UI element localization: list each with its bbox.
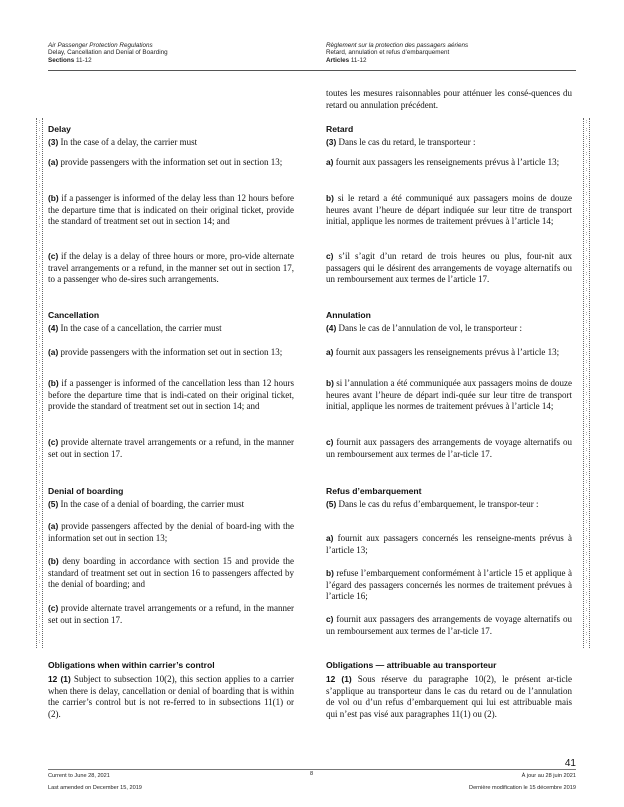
margin-dot: : (585, 327, 588, 333)
margin-dot: : (38, 487, 41, 493)
margin-dot: : (585, 351, 588, 357)
margin-dot: : (585, 135, 588, 141)
margin-dot: : (38, 303, 41, 309)
margin-dot: : (585, 423, 588, 429)
fr-cancellation-c: c) fournit aux passagers des arrangements de voyage alternatifs ou un remboursement aux termes de l’ar-ticle 17. (326, 437, 573, 459)
margin-dot: : (585, 383, 588, 389)
margin-dot: : (38, 447, 41, 453)
fr-cancellation-intro: (4) Dans le cas de l’annulation de vol, le transporteur : (326, 323, 522, 333)
margin-dot: : (585, 247, 588, 253)
margin-dot: : (585, 271, 588, 277)
fr-denial-b: b) refuse l’embarquement conformément à l’article 15 et applique à l’égard des passagers concernés les normes de traitement prévues à l’article 16; (326, 568, 572, 602)
margin-dot: : (38, 399, 41, 405)
margin-dot: : (38, 127, 41, 133)
footer-amended-en: Last amended on December 15, 2019 (48, 785, 142, 791)
margin-dot: : (38, 431, 41, 437)
margin-dot: : (38, 567, 41, 573)
margin-dot: : (585, 159, 588, 165)
fr-cancellation-a: a) fournit aux passagers les renseignements prévus à l’article 13; (326, 347, 560, 357)
margin-dot: : (585, 455, 588, 461)
margin-dot: : (38, 375, 41, 381)
margin-dot: : (585, 407, 588, 413)
margin-dot: : (585, 575, 588, 581)
margin-dot: : (585, 463, 588, 469)
margin-dot: : (585, 287, 588, 293)
margin-dot: : (585, 207, 588, 213)
margin-dot: : (38, 159, 41, 165)
margin-dot: : (585, 607, 588, 613)
fr-denial-c: c) fournit aux passagers des arrangements de voyage alternatifs ou un remboursement aux termes de l’ar-ticle 17. (326, 614, 573, 636)
en-denial-a: (a) provide passengers affected by the denial of board-ing with the information set out in section 13; (48, 521, 295, 543)
margin-dot: : (38, 135, 41, 141)
fr-delay-heading: Retard (326, 124, 354, 134)
fr-delay-a: a) fournit aux passagers les renseignements prévus à l’article 13; (326, 157, 560, 167)
margin-marker-right (583, 118, 590, 648)
margin-dot: : (585, 631, 588, 637)
margin-dot: : (585, 167, 588, 173)
margin-dot: : (585, 551, 588, 557)
margin-dot: : (585, 239, 588, 245)
margin-dot: : (585, 495, 588, 501)
margin-dot: : (585, 503, 588, 509)
en-obligations-text: 12 (1) Subject to subsection 10(2), this section applies to a carrier when there is delay, cancellation or denial of boarding that is within the carrier’s control but is not re-ferred to in subsections 11(1) or (2). (48, 674, 294, 719)
margin-dot: : (585, 391, 588, 397)
margin-dot: : (585, 591, 588, 597)
margin-dot: : (585, 175, 588, 181)
margin-dot: : (38, 391, 41, 397)
margin-dot: : (585, 151, 588, 157)
footer-page-center: 8 (310, 771, 314, 777)
fr-continuation: toutes les mesures raisonnables pour atténuer les consé-quences du retard ou annulation précédent. (326, 88, 572, 110)
margin-dot: : (585, 559, 588, 565)
margin-dot: : (38, 511, 41, 517)
margin-dot: : (585, 343, 588, 349)
fr-cancellation-heading: Annulation (326, 310, 371, 320)
fr-delay-c: c) s’il s’agit d’un retard de trois heures ou plus, four-nit aux passagers qui le désirent des arrangements de voyage alternatifs ou un remboursement aux termes de l’article 17. (326, 251, 573, 285)
margin-dot: : (38, 351, 41, 357)
margin-dot: : (38, 143, 41, 149)
margin-dot: : (38, 367, 41, 373)
margin-dot: : (38, 471, 41, 477)
header-title-fr: Règlement sur la protection des passagers aériens (326, 42, 469, 49)
en-delay-heading: Delay (48, 124, 71, 134)
margin-dot: : (38, 583, 41, 589)
margin-dot: : (585, 199, 588, 205)
en-cancellation-intro: (4) In the case of a cancellation, the carrier must (48, 323, 222, 333)
margin-dot: : (38, 559, 41, 565)
margin-dot: : (38, 631, 41, 637)
en-delay-c: (c) if the delay is a delay of three hours or more, pro-vide alternate travel arrangements or a refund, in the manner set out in section 17, to a passenger who de-sires such arrangements. (48, 251, 294, 285)
margin-dot: : (585, 567, 588, 573)
fr-obligations-heading: Obligations — attribuable au transporteur (326, 660, 497, 670)
margin-dot: : (38, 423, 41, 429)
header-sections-en: Sections 11-12 (48, 56, 92, 64)
fr-obligations-text: 12 (1) Sous réserve du paragraphe 10(2), le présent ar-ticle s’applique au transporteur dans le cas du retard ou de l’annulation de vol ou d’un refus d’embarquement qui lui est attribuable mais qui n’est pas visé aux paragraphes 11(1) ou (2). (326, 674, 572, 719)
margin-dot: : (585, 447, 588, 453)
margin-dot: : (585, 487, 588, 493)
fr-delay-intro: (3) Dans le cas du retard, le transporteur : (326, 137, 476, 147)
margin-dot: : (38, 615, 41, 621)
margin-dot: : (38, 319, 41, 325)
header-subtitle-en: Delay, Cancellation and Denial of Boarding (48, 49, 168, 57)
margin-dot: : (585, 599, 588, 605)
margin-dot: : (585, 223, 588, 229)
en-denial-heading: Denial of boarding (48, 486, 124, 496)
margin-dot: : (585, 359, 588, 365)
margin-dot: : (38, 263, 41, 269)
margin-dot: : (38, 591, 41, 597)
margin-dot: : (585, 295, 588, 301)
footer-amended-fr: Dernière modification le 15 décembre 2019 (469, 785, 576, 791)
margin-dot: : (585, 143, 588, 149)
margin-dot: : (585, 231, 588, 237)
margin-dot: : (38, 231, 41, 237)
margin-dot: : (585, 479, 588, 485)
en-cancellation-c: (c) provide alternate travel arrangements or a refund, in the manner set out in section 17. (48, 437, 294, 459)
margin-dot: : (38, 311, 41, 317)
margin-dot: : (585, 623, 588, 629)
margin-dot: : (38, 575, 41, 581)
margin-dot: : (38, 623, 41, 629)
margin-dot: : (38, 167, 41, 173)
header-subtitle-fr: Retard, annulation et refus d’embarquement (326, 49, 450, 57)
margin-dot: : (585, 263, 588, 269)
margin-dot: : (585, 215, 588, 221)
en-denial-b: (b) deny boarding in accordance with section 15 and provide the standard of treatment set out in section 16 to passengers affected by the denial of boarding; and (48, 556, 294, 590)
margin-dot: : (585, 527, 588, 533)
margin-dot: : (585, 639, 588, 645)
margin-dot: : (585, 335, 588, 341)
margin-dot: : (38, 543, 41, 549)
en-delay-intro: (3) In the case of a delay, the carrier must (48, 137, 198, 147)
header-title-en: Air Passenger Protection Regulations (48, 42, 153, 49)
margin-dot: : (38, 199, 41, 205)
footer-current-fr: À jour au 28 juin 2021 (521, 773, 576, 779)
margin-dot: : (38, 255, 41, 261)
en-cancellation-heading: Cancellation (48, 310, 100, 320)
margin-dot: : (38, 439, 41, 445)
margin-dot: : (585, 319, 588, 325)
fr-denial-heading: Refus d’embarquement (326, 486, 422, 496)
footer-rule (48, 769, 576, 770)
fr-cancellation-b: b) si l’annulation a été communiquée aux passagers moins de douze heures avant l’heure de départ indi-quée sur leur titre de transport initial, applique les normes de traitement prévues à l’article 14; (326, 378, 573, 412)
margin-dot: : (585, 367, 588, 373)
footer-current-en: Current to June 28, 2021 (48, 773, 110, 779)
margin-dot: : (38, 607, 41, 613)
margin-dot: : (585, 311, 588, 317)
margin-dot: : (38, 527, 41, 533)
margin-dot: : (38, 175, 41, 181)
margin-dot: : (585, 543, 588, 549)
page-number: 41 (564, 758, 576, 769)
fr-denial-a: a) fournit aux passagers concernés les renseigne-ments prévus à l’article 13; (326, 533, 572, 555)
margin-dot: : (38, 287, 41, 293)
margin-dot: : (38, 495, 41, 501)
margin-dot: : (38, 551, 41, 557)
margin-dot: : (585, 303, 588, 309)
margin-dot: : (38, 407, 41, 413)
margin-dot: : (38, 479, 41, 485)
margin-dot: : (585, 127, 588, 133)
margin-dot: : (585, 583, 588, 589)
margin-dot: : (38, 463, 41, 469)
margin-dot: : (585, 415, 588, 421)
margin-dot: : (38, 151, 41, 157)
en-cancellation-b: (b) if a passenger is informed of the cancellation less than 12 hours before the departure time that is indi-cated on their original ticket, provide the standard of treatment set out in section 14; and (48, 378, 295, 412)
margin-dot: : (38, 383, 41, 389)
margin-dot: : (38, 327, 41, 333)
margin-dot: : (38, 359, 41, 365)
margin-dot: : (585, 535, 588, 541)
header-right (326, 42, 468, 64)
margin-dot: : (585, 615, 588, 621)
margin-dot: : (38, 223, 41, 229)
margin-dot: : (38, 519, 41, 525)
margin-dot: : (38, 271, 41, 277)
margin-dot: : (585, 255, 588, 261)
margin-dot: : (38, 191, 41, 197)
margin-dot: : (585, 399, 588, 405)
en-obligations-heading: Obligations when within carrier’s control (48, 660, 215, 670)
margin-marker-left (36, 118, 43, 648)
margin-dot: : (585, 519, 588, 525)
margin-dot: : (38, 343, 41, 349)
margin-dot: : (38, 239, 41, 245)
fr-delay-b: b) si le retard a été communiqué aux passagers moins de douze heures avant l’heure de départ indiquée sur leur titre de transport initial, applique les normes de traitement prévues à l’article 14; (326, 193, 572, 227)
en-delay-b: (b) if a passenger is informed of the delay less than 12 hours before the departure time that is indicated on their original ticket, provide the standard of treatment set out in section 14; and (48, 193, 295, 227)
en-cancellation-a: (a) provide passengers with the information set out in section 13; (48, 347, 283, 357)
margin-dot: : (38, 455, 41, 461)
margin-dot: : (585, 375, 588, 381)
margin-dot: : (38, 215, 41, 221)
en-delay-a: (a) provide passengers with the information set out in section 13; (48, 157, 283, 167)
margin-dot: : (38, 639, 41, 645)
margin-dot: : (38, 415, 41, 421)
en-denial-intro: (5) In the case of a denial of boarding, the carrier must (48, 499, 245, 509)
en-denial-c: (c) provide alternate travel arrangements or a refund, in the manner set out in section 17. (48, 603, 294, 625)
margin-dot: : (585, 191, 588, 197)
margin-dot: : (585, 511, 588, 517)
margin-dot: : (38, 279, 41, 285)
margin-dot: : (38, 503, 41, 509)
margin-dot: : (38, 335, 41, 341)
margin-dot: : (585, 119, 588, 125)
margin-dot: : (585, 431, 588, 437)
margin-dot: : (585, 183, 588, 189)
margin-dot: : (38, 247, 41, 253)
margin-dot: : (585, 471, 588, 477)
margin-dot: : (585, 439, 588, 445)
margin-dot: : (38, 599, 41, 605)
margin-dot: : (38, 207, 41, 213)
margin-dot: : (38, 295, 41, 301)
header-sections-fr: Articles 11-12 (326, 56, 367, 64)
margin-dot: : (38, 183, 41, 189)
margin-dot: : (38, 535, 41, 541)
margin-dot: : (585, 279, 588, 285)
header-left (48, 42, 168, 64)
margin-dot: : (38, 119, 41, 125)
fr-denial-intro: (5) Dans le cas du refus d’embarquement, le transpor-teur : (326, 499, 539, 509)
header-rule (48, 70, 576, 71)
